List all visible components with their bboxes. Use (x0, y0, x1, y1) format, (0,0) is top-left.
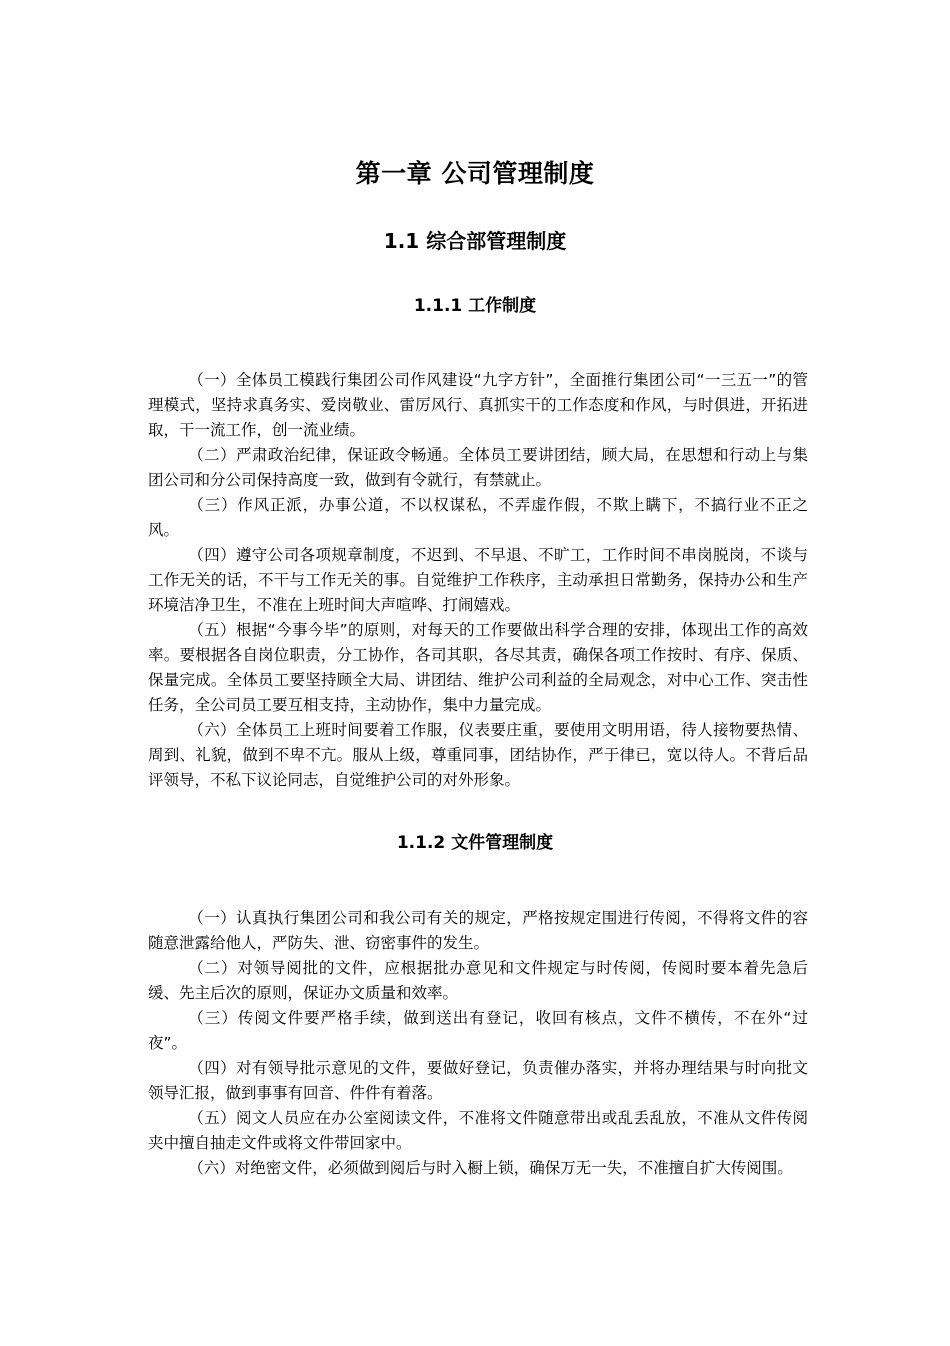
paragraph: （六）全体员工上班时间要着工作服，仪表要庄重，要使用文明用语，待人接物要热情、周到、礼貌，做到不卑不亢。服从上级，尊重同事，团结协作，严于律已，宽以待人。不背后品评领导，不私下议论同志，自觉维护公司的对外形象。 (148, 721, 808, 789)
paragraph: （四）对有领导批示意见的文件，要做好登记，负责催办落实，并将办理结果与时向批文领导汇报，做到事事有回音、件件有着落。 (148, 1059, 808, 1102)
document-management-body (148, 906, 808, 1181)
paragraph: （四）遵守公司各项规章制度，不迟到、不早退、不旷工，工作时间不串岗脱岗，不谈与工作无关的话，不干与工作无关的事。自觉维护工作秩序，主动承担日常勤务，保持办公和生产环境洁净卫生，不准在上班时间大声喧哗、打闹嬉戏。 (148, 546, 808, 614)
subsection-title-work-rules: 1.1.1 工作制度 (413, 296, 537, 316)
paragraph: （六）对绝密文件，必须做到阅后与时入橱上锁，确保万无一失，不准擅自扩大传阅围。 (188, 1159, 793, 1177)
paragraph: （五）阅文人员应在办公室阅读文件，不准将文件随意带出或乱丢乱放，不准从文件传阅夹中擅自抽走文件或将文件带回家中。 (148, 1109, 808, 1152)
subsection-title-document-management: 1.1.2 文件管理制度 (396, 833, 554, 853)
paragraph: （五）根据“今事今毕”的原则，对每天的工作要做出科学合理的安排，体现出工作的高效率。要根据各自岗位职责，分工协作，各司其职，各尽其责，确保各项工作按时、有序、保质、保量完成。全体员工要坚持顾全大局、讲团结、维护公司利益的全局观念，对中心工作、突击性任务，全公司员工要互相支持，主动协作，集中力量完成。 (148, 621, 808, 714)
work-rules-body (148, 368, 808, 793)
paragraph: （二）对领导阅批的文件，应根据批办意见和文件规定与时传阅，传阅时要本着先急后缓、先主后次的原则，保证办文质量和效率。 (148, 959, 808, 1002)
paragraph: （一）认真执行集团公司和我公司有关的规定，严格按规定围进行传阅，不得将文件的容随意泄露给他人，严防失、泄、窃密事件的发生。 (148, 909, 808, 952)
chapter-title: 第一章 公司管理制度 (355, 159, 595, 188)
paragraph: （三）传阅文件要严格手续，做到送出有登记，收回有核点，文件不横传，不在外“过夜”。 (148, 1009, 808, 1052)
paragraph: （三）作风正派，办事公道，不以权谋私，不弄虚作假，不欺上瞒下，不搞行业不正之风。 (148, 496, 808, 539)
paragraph: （二）严肃政治纪律，保证政令畅通。全体员工要讲团结，顾大局，在思想和行动上与集团公司和分公司保持高度一致，做到有令就行，有禁就止。 (148, 446, 808, 489)
section-title: 1.1 综合部管理制度 (383, 229, 567, 253)
paragraph: （一）全体员工模践行集团公司作风建设“九字方针”，全面推行集团公司“一三五一”的管理模式，坚持求真务实、爱岗敬业、雷厉风行、真抓实干的工作态度和作风，与时俱进，开拓进取，干一流工作，创一流业绩。 (148, 371, 808, 439)
